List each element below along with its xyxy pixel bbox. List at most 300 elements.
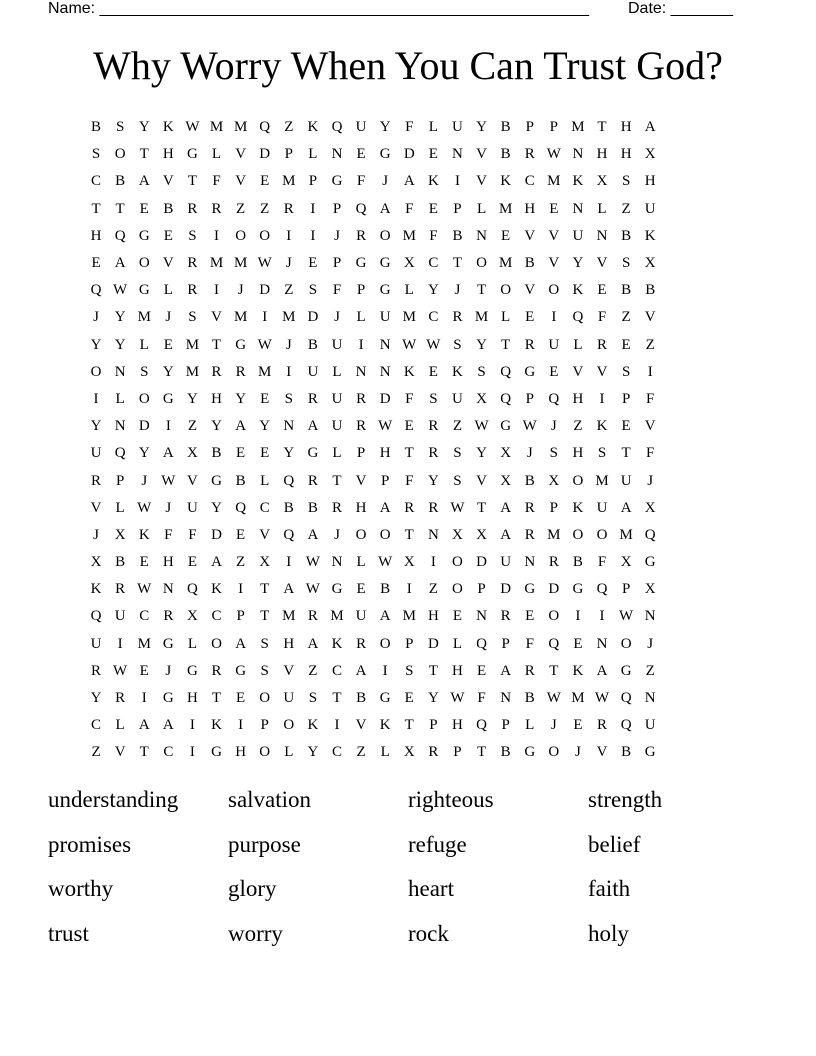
grid-letter[interactable]: R xyxy=(500,608,511,625)
grid-letter[interactable]: S xyxy=(621,255,631,272)
grid-letter[interactable]: N xyxy=(355,363,367,380)
grid-letter[interactable]: A xyxy=(114,255,126,272)
grid-letter[interactable]: E xyxy=(525,309,535,326)
grid-letter[interactable]: Q xyxy=(548,635,560,652)
grid-letter[interactable]: B xyxy=(621,744,632,761)
grid-letter[interactable]: A xyxy=(644,119,656,136)
grid-letter[interactable]: G xyxy=(524,581,536,598)
grid-letter[interactable]: Y xyxy=(572,255,584,272)
grid-letter[interactable]: C xyxy=(331,662,342,679)
grid-letter[interactable]: G xyxy=(187,146,198,163)
grid-letter[interactable]: T xyxy=(260,581,270,598)
grid-letter[interactable]: B xyxy=(307,499,318,516)
grid-letter[interactable]: L xyxy=(501,309,511,326)
grid-letter[interactable]: J xyxy=(647,635,654,652)
grid-letter[interactable]: K xyxy=(500,173,512,190)
grid-letter[interactable]: F xyxy=(597,554,607,571)
grid-letter[interactable]: I xyxy=(286,363,292,380)
grid-letter[interactable]: R xyxy=(115,581,126,598)
grid-letter[interactable]: I xyxy=(575,608,581,625)
grid-letter[interactable]: V xyxy=(524,282,536,299)
grid-letter[interactable]: X xyxy=(476,390,487,407)
grid-letter[interactable]: W xyxy=(594,690,610,707)
grid-letter[interactable]: O xyxy=(379,526,391,543)
grid-letter[interactable]: Z xyxy=(621,309,631,326)
grid-letter[interactable]: D xyxy=(500,581,512,598)
grid-letter[interactable]: D xyxy=(379,390,391,407)
grid-letter[interactable]: S xyxy=(91,146,101,163)
grid-letter[interactable]: G xyxy=(162,635,174,652)
grid-letter[interactable]: Y xyxy=(427,282,439,299)
grid-letter[interactable]: P xyxy=(260,717,269,734)
grid-letter[interactable]: W xyxy=(113,662,128,679)
grid-letter[interactable]: M xyxy=(474,309,489,326)
grid-letter[interactable]: R xyxy=(524,526,535,543)
grid-letter[interactable]: E xyxy=(91,255,101,272)
grid-letter[interactable]: G xyxy=(379,282,391,299)
grid-letter[interactable]: K xyxy=(211,581,222,598)
grid-letter[interactable]: E xyxy=(163,227,173,244)
grid-letter[interactable]: U xyxy=(452,390,463,407)
grid-letter[interactable]: A xyxy=(500,526,512,543)
date-field[interactable]: Date: _______ xyxy=(628,0,733,17)
grid-letter[interactable]: K xyxy=(211,717,222,734)
grid-letter[interactable]: M xyxy=(185,363,200,380)
grid-letter[interactable]: M xyxy=(282,608,296,625)
grid-letter[interactable]: Y xyxy=(307,744,319,761)
grid-letter[interactable]: N xyxy=(114,363,126,380)
grid-letter[interactable]: J xyxy=(526,445,533,462)
grid-letter[interactable]: G xyxy=(235,662,247,679)
grid-letter[interactable]: X xyxy=(500,472,512,489)
grid-letter[interactable]: A xyxy=(355,662,367,679)
grid-letter[interactable]: T xyxy=(404,526,414,543)
grid-letter[interactable]: P xyxy=(453,200,462,217)
grid-letter[interactable]: W xyxy=(378,418,393,435)
grid-letter[interactable]: H xyxy=(572,390,584,407)
grid-letter[interactable]: O xyxy=(235,227,247,244)
grid-letter[interactable]: S xyxy=(140,363,149,380)
grid-letter[interactable]: V xyxy=(355,717,367,734)
grid-letter[interactable]: Z xyxy=(284,119,294,136)
grid-letter[interactable]: C xyxy=(331,744,342,761)
grid-letter[interactable]: H xyxy=(355,499,367,516)
grid-letter[interactable]: X xyxy=(114,526,126,543)
grid-letter[interactable]: Y xyxy=(162,363,174,380)
grid-letter[interactable]: A xyxy=(307,635,319,652)
grid-letter[interactable]: K xyxy=(331,635,343,652)
grid-letter[interactable]: L xyxy=(211,146,222,163)
grid-letter[interactable]: F xyxy=(646,445,655,462)
grid-letter[interactable]: F xyxy=(405,472,414,489)
grid-letter[interactable]: K xyxy=(138,526,150,543)
grid-letter[interactable]: R xyxy=(524,146,535,163)
grid-letter[interactable]: L xyxy=(308,146,318,163)
grid-letter[interactable]: H xyxy=(187,690,198,707)
grid-letter[interactable]: O xyxy=(596,526,608,543)
grid-letter[interactable]: I xyxy=(189,744,195,761)
grid-letter[interactable]: J xyxy=(454,282,461,299)
grid-letter[interactable]: I xyxy=(334,717,340,734)
grid-letter[interactable]: U xyxy=(331,418,343,435)
grid-letter[interactable]: X xyxy=(500,445,512,462)
grid-letter[interactable]: E xyxy=(549,200,559,217)
grid-letter[interactable]: V xyxy=(235,173,247,190)
grid-letter[interactable]: Z xyxy=(428,581,438,598)
grid-letter[interactable]: J xyxy=(93,526,99,543)
grid-letter[interactable]: I xyxy=(454,173,460,190)
grid-letter[interactable]: L xyxy=(187,635,197,652)
grid-letter[interactable]: R xyxy=(428,744,439,761)
grid-letter[interactable]: Y xyxy=(114,336,126,353)
grid-letter[interactable]: C xyxy=(428,309,439,326)
grid-letter[interactable]: K xyxy=(307,717,319,734)
grid-letter[interactable]: G xyxy=(500,418,512,435)
grid-letter[interactable]: R xyxy=(356,390,367,407)
grid-letter[interactable]: H xyxy=(620,146,632,163)
grid-letter[interactable]: S xyxy=(188,227,197,244)
grid-letter[interactable]: C xyxy=(163,744,174,761)
grid-letter[interactable]: Z xyxy=(236,200,246,217)
grid-letter[interactable]: X xyxy=(596,173,608,190)
grid-letter[interactable]: S xyxy=(549,445,558,462)
grid-letter[interactable]: M xyxy=(137,635,151,652)
grid-letter[interactable]: H xyxy=(524,200,536,217)
grid-letter[interactable]: X xyxy=(476,526,487,543)
grid-letter[interactable]: N xyxy=(476,227,487,244)
grid-letter[interactable]: A xyxy=(379,499,391,516)
grid-letter[interactable]: X xyxy=(403,744,415,761)
grid-letter[interactable]: T xyxy=(404,717,414,734)
grid-letter[interactable]: M xyxy=(402,227,416,244)
grid-letter[interactable]: R xyxy=(524,499,535,516)
grid-letter[interactable]: Z xyxy=(187,418,197,435)
grid-letter[interactable]: T xyxy=(501,336,511,353)
grid-letter[interactable]: M xyxy=(402,608,416,625)
grid-letter[interactable]: Z xyxy=(284,282,294,299)
grid-letter[interactable]: Q xyxy=(548,390,560,407)
grid-letter[interactable]: Y xyxy=(90,690,102,707)
grid-letter[interactable]: W xyxy=(619,608,634,625)
grid-letter[interactable]: J xyxy=(141,472,148,489)
grid-letter[interactable]: E xyxy=(260,390,270,407)
grid-letter[interactable]: D xyxy=(259,146,271,163)
grid-letter[interactable]: I xyxy=(141,690,147,707)
grid-letter[interactable]: T xyxy=(452,255,463,272)
grid-letter[interactable]: Z xyxy=(356,744,366,761)
grid-letter[interactable]: B xyxy=(211,445,222,462)
grid-letter[interactable]: P xyxy=(453,744,462,761)
grid-letter[interactable]: C xyxy=(91,717,102,734)
grid-letter[interactable]: S xyxy=(260,635,269,652)
grid-letter[interactable]: O xyxy=(211,635,222,652)
grid-letter[interactable]: F xyxy=(429,227,438,244)
grid-letter[interactable]: J xyxy=(165,499,172,516)
grid-letter[interactable]: A xyxy=(500,662,512,679)
grid-letter[interactable]: C xyxy=(211,608,222,625)
grid-letter[interactable]: V xyxy=(187,472,198,489)
grid-letter[interactable]: W xyxy=(426,336,441,353)
grid-letter[interactable]: M xyxy=(498,200,513,217)
grid-letter[interactable]: G xyxy=(572,581,584,598)
grid-letter[interactable]: M xyxy=(185,336,200,353)
grid-letter[interactable]: Q xyxy=(476,635,487,652)
grid-letter[interactable]: H xyxy=(644,173,656,190)
grid-letter[interactable]: P xyxy=(501,635,510,652)
grid-letter[interactable]: P xyxy=(525,119,534,136)
grid-letter[interactable]: E xyxy=(236,526,246,543)
grid-letter[interactable]: L xyxy=(525,717,535,734)
grid-letter[interactable]: U xyxy=(548,336,560,353)
grid-letter[interactable]: A xyxy=(138,173,150,190)
grid-letter[interactable]: T xyxy=(139,744,149,761)
grid-letter[interactable]: O xyxy=(355,526,367,543)
grid-letter[interactable]: K xyxy=(162,119,174,136)
grid-letter[interactable]: Y xyxy=(476,336,487,353)
grid-letter[interactable]: F xyxy=(646,390,655,407)
grid-letter[interactable]: J xyxy=(93,309,99,326)
grid-letter[interactable]: F xyxy=(405,119,414,136)
grid-letter[interactable]: I xyxy=(358,336,364,353)
grid-letter[interactable]: B xyxy=(283,499,294,516)
grid-letter[interactable]: X xyxy=(644,581,656,598)
grid-letter[interactable]: T xyxy=(211,690,222,707)
grid-letter[interactable]: H xyxy=(379,445,391,462)
grid-letter[interactable]: M xyxy=(233,255,248,272)
name-field[interactable]: Name: _______________________________________________________ xyxy=(48,0,589,17)
grid-letter[interactable]: P xyxy=(332,200,342,217)
grid-letter[interactable]: U xyxy=(331,390,343,407)
grid-letter[interactable]: I xyxy=(286,554,292,571)
grid-letter[interactable]: G xyxy=(644,554,656,571)
grid-letter[interactable]: R xyxy=(356,635,367,652)
grid-letter[interactable]: H xyxy=(211,390,222,407)
grid-letter[interactable]: F xyxy=(188,526,197,543)
grid-letter[interactable]: T xyxy=(139,146,149,163)
grid-letter[interactable]: N xyxy=(596,227,608,244)
grid-letter[interactable]: S xyxy=(188,309,197,326)
grid-letter[interactable]: H xyxy=(235,744,247,761)
grid-letter[interactable]: N xyxy=(427,526,439,543)
grid-letter[interactable]: Y xyxy=(138,445,150,462)
grid-letter[interactable]: Y xyxy=(138,119,150,136)
grid-letter[interactable]: M xyxy=(282,309,296,326)
grid-letter[interactable]: P xyxy=(356,282,366,299)
grid-letter[interactable]: A xyxy=(283,581,295,598)
grid-letter[interactable]: B xyxy=(500,744,511,761)
grid-letter[interactable]: N xyxy=(596,635,608,652)
grid-letter[interactable]: L xyxy=(476,200,487,217)
grid-letter[interactable]: R xyxy=(524,336,535,353)
grid-letter[interactable]: A xyxy=(162,445,174,462)
grid-letter[interactable]: I xyxy=(310,200,316,217)
grid-letter[interactable]: O xyxy=(452,554,463,571)
grid-letter[interactable]: A xyxy=(379,200,391,217)
grid-letter[interactable]: K xyxy=(379,717,391,734)
grid-letter[interactable]: F xyxy=(597,309,607,326)
grid-letter[interactable]: Q xyxy=(596,581,608,598)
grid-letter[interactable]: C xyxy=(139,608,150,625)
grid-letter[interactable]: M xyxy=(258,363,272,380)
grid-letter[interactable]: L xyxy=(356,554,366,571)
grid-letter[interactable]: N xyxy=(452,146,463,163)
grid-letter[interactable]: E xyxy=(597,282,607,299)
grid-letter[interactable]: G xyxy=(211,472,222,489)
grid-letter[interactable]: G xyxy=(331,581,343,598)
grid-letter[interactable]: J xyxy=(575,744,581,761)
grid-letter[interactable]: Q xyxy=(235,499,247,516)
grid-letter[interactable]: E xyxy=(260,173,270,190)
grid-letter[interactable]: P xyxy=(236,608,245,625)
grid-letter[interactable]: U xyxy=(500,554,512,571)
grid-letter[interactable]: W xyxy=(522,418,537,435)
grid-letter[interactable]: P xyxy=(621,581,631,598)
grid-letter[interactable]: L xyxy=(115,499,125,516)
grid-letter[interactable]: E xyxy=(549,363,559,380)
grid-letter[interactable]: S xyxy=(308,690,318,707)
grid-letter[interactable]: P xyxy=(501,717,510,734)
grid-letter[interactable]: L xyxy=(115,717,125,734)
grid-letter[interactable]: R xyxy=(548,554,559,571)
grid-letter[interactable]: H xyxy=(427,608,439,625)
grid-letter[interactable]: B xyxy=(452,227,463,244)
grid-letter[interactable]: D xyxy=(138,418,150,435)
grid-letter[interactable]: O xyxy=(138,255,150,272)
grid-letter[interactable]: R xyxy=(356,227,367,244)
grid-letter[interactable]: O xyxy=(476,255,487,272)
grid-letter[interactable]: T xyxy=(597,119,607,136)
grid-letter[interactable]: V xyxy=(162,255,174,272)
grid-letter[interactable]: K xyxy=(452,363,463,380)
grid-letter[interactable]: T xyxy=(476,499,487,516)
grid-letter[interactable]: Q xyxy=(187,581,198,598)
grid-letter[interactable]: I xyxy=(238,581,244,598)
grid-letter[interactable]: N xyxy=(283,418,295,435)
grid-letter[interactable]: R xyxy=(524,662,535,679)
grid-letter[interactable]: V xyxy=(644,418,656,435)
grid-letter[interactable]: X xyxy=(187,445,198,462)
grid-letter[interactable]: O xyxy=(452,581,463,598)
grid-letter[interactable]: C xyxy=(428,255,439,272)
grid-letter[interactable]: H xyxy=(572,445,584,462)
grid-letter[interactable]: L xyxy=(452,635,463,652)
grid-letter[interactable]: Y xyxy=(114,309,126,326)
grid-letter[interactable]: Q xyxy=(283,526,295,543)
grid-letter[interactable]: A xyxy=(235,418,247,435)
grid-letter[interactable]: K xyxy=(572,499,584,516)
grid-letter[interactable]: O xyxy=(548,282,560,299)
grid-letter[interactable]: M xyxy=(233,309,248,326)
grid-letter[interactable]: W xyxy=(137,581,152,598)
grid-letter[interactable]: Q xyxy=(259,119,271,136)
grid-letter[interactable]: W xyxy=(257,255,272,272)
grid-letter[interactable]: M xyxy=(571,690,585,707)
grid-letter[interactable]: K xyxy=(427,173,439,190)
grid-letter[interactable]: O xyxy=(114,146,126,163)
grid-letter[interactable]: H xyxy=(596,146,608,163)
grid-letter[interactable]: N xyxy=(500,690,512,707)
grid-letter[interactable]: G xyxy=(524,363,536,380)
grid-letter[interactable]: L xyxy=(332,363,342,380)
grid-letter[interactable]: W xyxy=(546,146,561,163)
grid-letter[interactable]: P xyxy=(525,390,534,407)
grid-letter[interactable]: N xyxy=(331,146,343,163)
grid-letter[interactable]: W xyxy=(378,554,393,571)
grid-letter[interactable]: Z xyxy=(573,418,583,435)
grid-letter[interactable]: V xyxy=(259,526,271,543)
grid-letter[interactable]: N xyxy=(644,690,656,707)
grid-letter[interactable]: T xyxy=(621,445,631,462)
grid-letter[interactable]: Y xyxy=(90,418,102,435)
grid-letter[interactable]: J xyxy=(550,717,557,734)
grid-letter[interactable]: N xyxy=(572,200,584,217)
grid-letter[interactable]: B xyxy=(356,690,367,707)
grid-letter[interactable]: K xyxy=(596,418,608,435)
grid-letter[interactable]: A xyxy=(307,526,319,543)
grid-letter[interactable]: Q xyxy=(90,282,102,299)
grid-letter[interactable]: C xyxy=(524,173,535,190)
grid-letter[interactable]: S xyxy=(621,363,631,380)
grid-letter[interactable]: U xyxy=(90,635,102,652)
grid-letter[interactable]: P xyxy=(429,717,438,734)
grid-letter[interactable]: P xyxy=(549,499,558,516)
grid-letter[interactable]: E xyxy=(428,363,438,380)
grid-letter[interactable]: V xyxy=(476,173,487,190)
grid-letter[interactable]: J xyxy=(165,662,172,679)
grid-letter[interactable]: W xyxy=(305,581,320,598)
grid-letter[interactable]: Y xyxy=(476,445,487,462)
grid-letter[interactable]: N xyxy=(379,363,391,380)
grid-letter[interactable]: E xyxy=(621,418,631,435)
grid-letter[interactable]: V xyxy=(355,472,367,489)
grid-letter[interactable]: R xyxy=(428,499,439,516)
grid-letter[interactable]: J xyxy=(165,309,172,326)
grid-letter[interactable]: V xyxy=(548,227,560,244)
grid-letter[interactable]: Y xyxy=(187,390,198,407)
grid-letter[interactable]: B xyxy=(380,581,391,598)
grid-letter[interactable]: R xyxy=(331,499,342,516)
grid-letter[interactable]: V xyxy=(162,173,174,190)
grid-letter[interactable]: B xyxy=(524,472,535,489)
grid-letter[interactable]: I xyxy=(310,227,316,244)
grid-letter[interactable]: S xyxy=(453,336,462,353)
grid-letter[interactable]: S xyxy=(405,662,414,679)
grid-letter[interactable]: Q xyxy=(90,608,102,625)
grid-letter[interactable]: R xyxy=(235,363,246,380)
grid-letter[interactable]: I xyxy=(599,608,605,625)
grid-letter[interactable]: N xyxy=(331,554,343,571)
grid-letter[interactable]: A xyxy=(379,608,391,625)
grid-letter[interactable]: E xyxy=(404,690,414,707)
grid-letter[interactable]: O xyxy=(500,282,512,299)
grid-letter[interactable]: V xyxy=(644,309,656,326)
grid-letter[interactable]: X xyxy=(187,608,198,625)
grid-letter[interactable]: G xyxy=(187,662,198,679)
grid-letter[interactable]: Q xyxy=(500,363,512,380)
grid-letter[interactable]: E xyxy=(404,418,414,435)
grid-letter[interactable]: Y xyxy=(90,336,102,353)
grid-letter[interactable]: G xyxy=(379,255,391,272)
grid-letter[interactable]: M xyxy=(209,255,224,272)
grid-letter[interactable]: U xyxy=(331,336,343,353)
grid-letter[interactable]: Q xyxy=(283,472,295,489)
grid-letter[interactable]: U xyxy=(283,690,295,707)
grid-letter[interactable]: G xyxy=(524,744,536,761)
grid-letter[interactable]: R xyxy=(428,445,439,462)
grid-letter[interactable]: O xyxy=(259,690,271,707)
grid-letter[interactable]: D xyxy=(476,554,487,571)
grid-letter[interactable]: M xyxy=(233,119,248,136)
